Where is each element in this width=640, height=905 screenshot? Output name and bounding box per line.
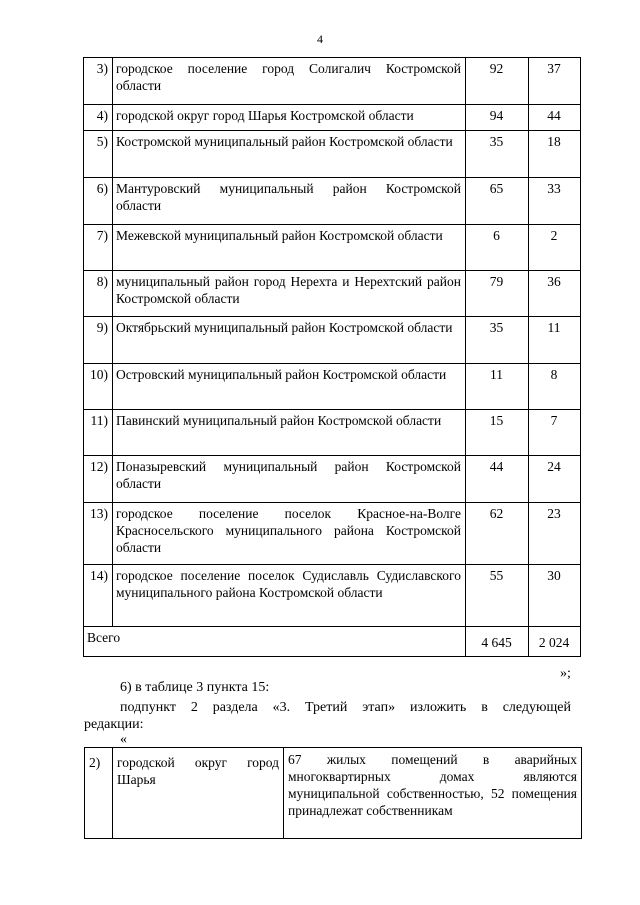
closing-quote: »; xyxy=(560,666,571,681)
municipality-name: Октябрьский муниципальный район Костромской области xyxy=(113,317,466,364)
table-row xyxy=(84,271,581,317)
municipality-name: городской округ город Шарья Костромской области xyxy=(113,105,466,131)
value-2: 2 xyxy=(529,225,581,271)
third-stage-table xyxy=(84,747,582,839)
value-1: 11 xyxy=(466,364,529,410)
row-number: 8) xyxy=(84,271,113,317)
value-2: 33 xyxy=(529,178,581,225)
row-number: 4) xyxy=(84,105,113,131)
municipality-name: Мантуровский муниципальный район Костромской области xyxy=(113,178,466,225)
value-1: 44 xyxy=(466,456,529,503)
total-row xyxy=(84,627,581,657)
table-row xyxy=(84,317,581,364)
row-number: 2) xyxy=(85,748,113,839)
value-2: 30 xyxy=(529,565,581,627)
row-number: 3) xyxy=(84,58,113,105)
value-1: 35 xyxy=(466,131,529,178)
description-text: 67 жилых помещений в аварийных многоквартирных домах являются муниципальной собственностью, 52 помещения принадлежат собственникам xyxy=(288,752,577,818)
municipality-name: городское поселение поселок Красное-на-Волге Красносельского муниципального района Костромской области xyxy=(113,503,466,565)
table-row xyxy=(84,565,581,627)
value-1: 94 xyxy=(466,105,529,131)
municipalities-table xyxy=(83,57,581,657)
row-number: 9) xyxy=(84,317,113,364)
value-2: 8 xyxy=(529,364,581,410)
value-2: 37 xyxy=(529,58,581,105)
municipality-name: Костромской муниципальный район Костромской области xyxy=(113,131,466,178)
table-row xyxy=(84,364,581,410)
page-number: 4 xyxy=(317,32,323,46)
municipality-name: городское поселение поселок Судиславль Судиславского муниципального района Костромской области xyxy=(113,565,466,627)
row-number: 12) xyxy=(84,456,113,503)
table-row xyxy=(84,503,581,565)
row-number: 13) xyxy=(84,503,113,565)
total-v2: 2 024 xyxy=(529,627,581,657)
table-row xyxy=(85,748,582,839)
municipality-name: городской округ город Шарья xyxy=(113,748,284,839)
value-2: 11 xyxy=(529,317,581,364)
municipality-name: городское поселение город Солигалич Костромской области xyxy=(113,58,466,105)
opening-quote: « xyxy=(120,732,127,747)
row-number: 5) xyxy=(84,131,113,178)
table-row xyxy=(84,225,581,271)
table-row xyxy=(84,456,581,503)
table-row xyxy=(84,178,581,225)
item-6-text: 6) в таблице 3 пункта 15: xyxy=(120,680,270,695)
subitem-text-line2: редакции: xyxy=(84,717,144,732)
row-number: 7) xyxy=(84,225,113,271)
row-number: 11) xyxy=(84,410,113,456)
municipality-name: муниципальный район город Нерехта и Нерехтский район Костромской области xyxy=(113,271,466,317)
value-1: 62 xyxy=(466,503,529,565)
municipality-name: Поназыревский муниципальный район Костромской области xyxy=(113,456,466,503)
value-2: 23 xyxy=(529,503,581,565)
value-2: 24 xyxy=(529,456,581,503)
total-label: Всего xyxy=(84,627,466,657)
value-1: 6 xyxy=(466,225,529,271)
table-row xyxy=(84,410,581,456)
row-number: 6) xyxy=(84,178,113,225)
table-row xyxy=(84,105,581,131)
row-number: 10) xyxy=(84,364,113,410)
value-2: 7 xyxy=(529,410,581,456)
row-number: 14) xyxy=(84,565,113,627)
table-row xyxy=(84,58,581,105)
municipality-name: Павинский муниципальный район Костромской области xyxy=(113,410,466,456)
description-cell xyxy=(284,748,582,839)
municipality-name: Островский муниципальный район Костромской области xyxy=(113,364,466,410)
value-1: 15 xyxy=(466,410,529,456)
value-1: 55 xyxy=(466,565,529,627)
municipality-name: Межевской муниципальный район Костромской области xyxy=(113,225,466,271)
value-1: 35 xyxy=(466,317,529,364)
value-2: 18 xyxy=(529,131,581,178)
total-v1: 4 645 xyxy=(466,627,529,657)
value-1: 92 xyxy=(466,58,529,105)
value-2: 44 xyxy=(529,105,581,131)
value-2: 36 xyxy=(529,271,581,317)
subitem-text-line1: подпункт 2 раздела «3. Третий этап» изложить в следующей xyxy=(120,700,571,715)
value-1: 65 xyxy=(466,178,529,225)
table-row xyxy=(84,131,581,178)
value-1: 79 xyxy=(466,271,529,317)
